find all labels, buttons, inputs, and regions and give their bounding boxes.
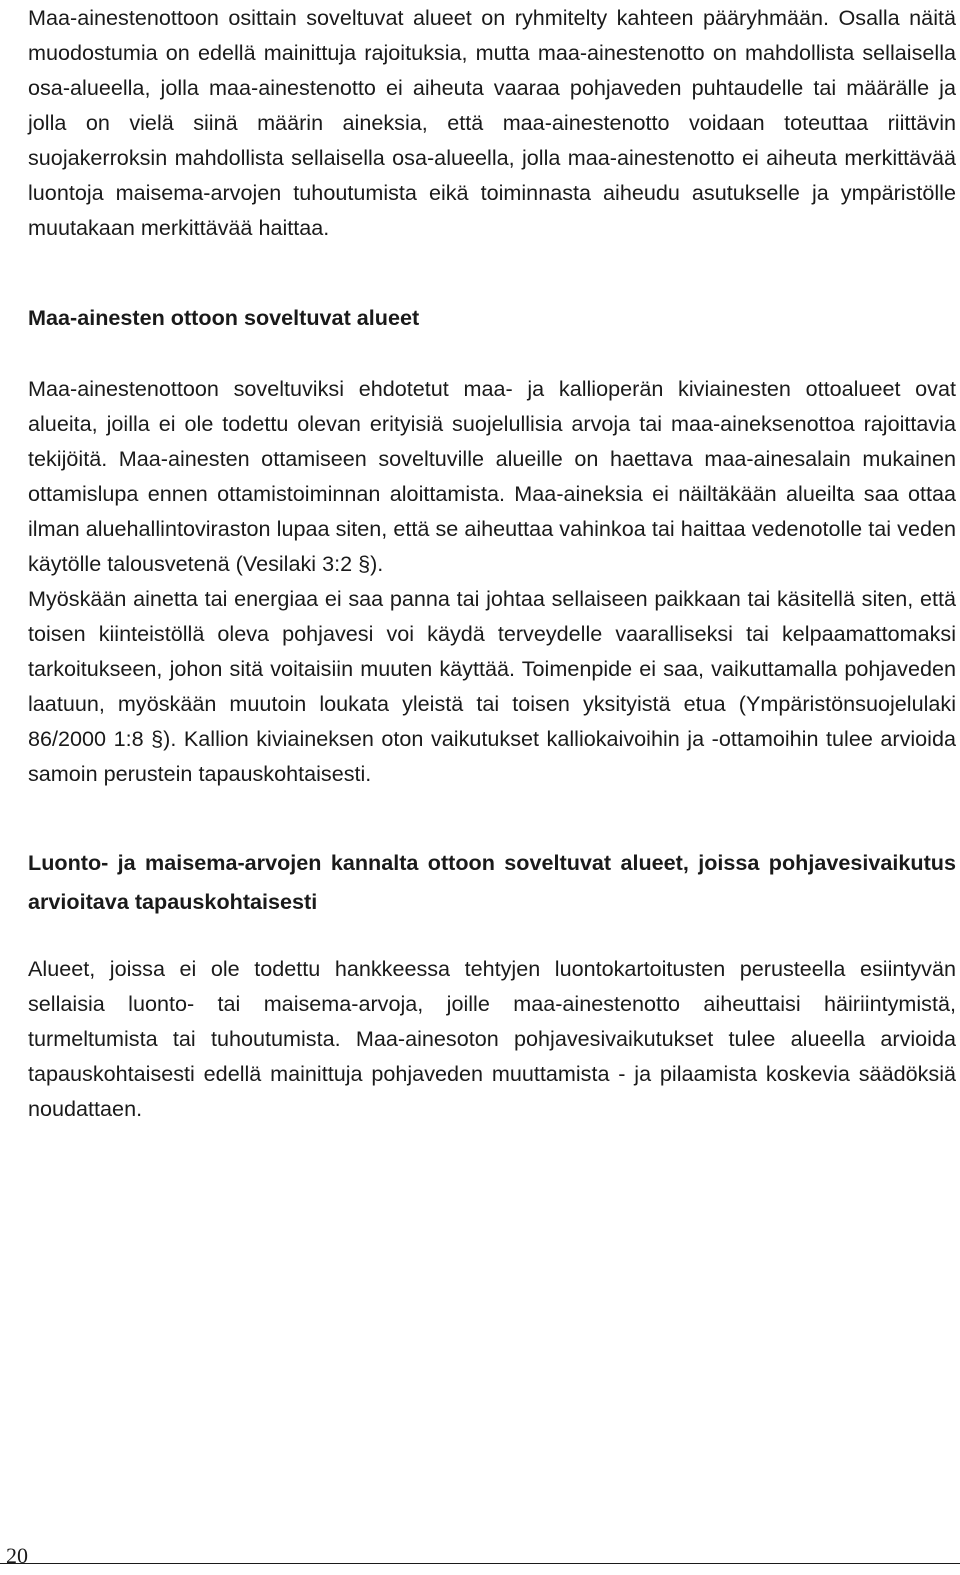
section-heading-nature-landscape: Luonto- ja maisema-arvojen kannalta ottoon soveltuvat alueet, joissa pohjavesivaikutus arvioitava tapauskohtaisesti	[28, 850, 956, 914]
footer-divider	[0, 1563, 960, 1564]
document-page	[28, 0, 956, 1126]
page-number: 20	[6, 1543, 28, 1568]
section2-paragraph-1: Alueet, joissa ei ole todettu hankkeessa tehtyjen luontokartoitusten perusteella esiintyvän sellaisia luonto- tai maisema-arvoja, joille maa-ainestenotto aiheuttaisi häiriintymistä, turmeltumista tai tuhoutumista. Maa-ainesoton pohjavesivaikutukset tulee alueella arvioida tapauskohtaisesti edellä mainittuja pohjaveden muuttamista - ja pilaamista koskevia säädöksiä noudattaen.	[28, 956, 956, 1121]
intro-paragraph: Maa-ainestenottoon osittain soveltuvat alueet on ryhmitelty kahteen pääryhmään. Osalla näitä muodostumia on edellä mainittuja rajoituksia, mutta maa-ainestenotto on mahdollista sellaisella osa-alueella, jolla maa-ainestenotto ei aiheuta vaaraa pohjaveden puhtaudelle tai määrälle ja jolla on vielä siinä määrin aineksia, että maa-ainestenotto voidaan toteuttaa riittävin suojakerroksin mahdollista sellaisella osa-alueella, jolla maa-ainestenotto ei aiheuta merkittävää luontoja maisema-arvojen tuhoutumista eikä toiminnasta aiheudu asutukselle ja ympäristölle muutakaan merkittävää haittaa.	[28, 5, 956, 240]
section1-paragraph-2: Myöskään ainetta tai energiaa ei saa panna tai johtaa sellaiseen paikkaan tai käsitellä siten, että toisen kiinteistöllä oleva pohjavesi voi käydä terveydelle vaaralliseksi tai kelpaamattomaksi tarkoitukseen, johon sitä voitaisiin muuten käyttää. Toimenpide ei saa, vaikuttamalla pohjaveden laatuun, myöskään muutoin loukata yleistä tai toisen yksityistä etua (Ympäristönsuojelulaki 86/2000 1:8 §). Kallion kiviaineksen oton vaikutukset kalliokaivoihin ja -ottamoihin tulee arvioida samoin perustein tapauskohtaisesti.	[28, 586, 956, 786]
section1-paragraph-1: Maa-ainestenottoon soveltuviksi ehdotetut maa- ja kallioperän kiviainesten ottoalueet ovat alueita, joilla ei ole todettu olevan erityisiä suojelullisia arvoja tai maa-aineksenottoa rajoittavia tekijöitä. Maa-ainesten ottamiseen soveltuville alueille on haettava maa-ainesalain mukainen ottamislupa ennen ottamistoiminnan aloittamista. Maa-aineksia ei näiltäkään alueilta saa ottaa ilman aluehallintoviraston lupaa siten, että se aiheuttaa vahinkoa tai haittaa vedenotolle tai veden käytölle talousvetenä (Vesilaki 3:2 §).	[28, 376, 956, 576]
section-heading-suitable-areas: Maa-ainesten ottoon soveltuvat alueet	[28, 305, 420, 330]
